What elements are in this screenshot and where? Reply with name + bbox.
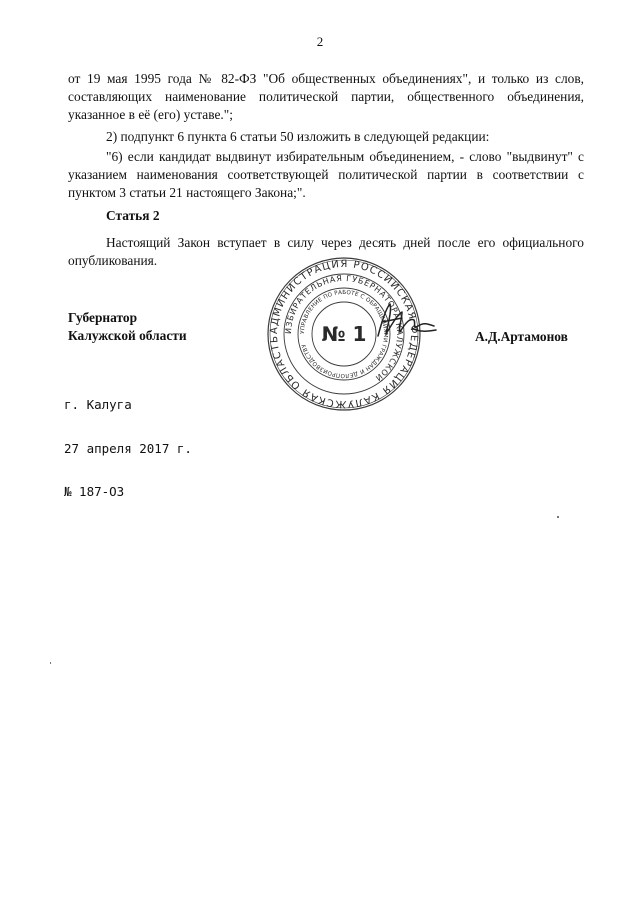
signer-title-line2: Калужской области (68, 328, 187, 343)
seal-center-number: № 1 (321, 322, 367, 346)
place-city: г. Калуга (64, 397, 132, 412)
paragraph-text: 2) подпункт 6 пункта 6 статьи 50 изложить в следующей редакции: (106, 129, 490, 144)
paragraph-text: Настоящий Закон вступает в силу через десять дней после его официального опубликования. (68, 235, 584, 268)
scan-speck (50, 662, 51, 664)
signer-name: А.Д.Артамонов (475, 329, 568, 344)
article-heading: Статья 2 (106, 208, 160, 223)
seal-outer-text: АДМИНИСТРАЦИЯ РОССИЙСКАЯ ФЕДЕРАЦИЯ КАЛУЖСКАЯ ОБЛАСТЬ (268, 258, 420, 410)
signer-title-line1: Губернатор (68, 310, 138, 325)
signer-title (68, 309, 187, 345)
paragraph-text: "6) если кандидат выдвинут избирательным объединением, - слово "выдвинут" с указанием наименования соответствующей политической партии в соответствии с пунктом 3 статьи 21 настоящего Закона;". (68, 149, 584, 200)
law-number: № 187-ОЗ (64, 484, 125, 499)
page-number: 2 (316, 34, 324, 49)
paragraph-item-2 (68, 128, 584, 146)
paragraph-quoted-subitem (68, 148, 584, 202)
scan-speck (557, 516, 559, 518)
seal-middle-text: ИЗБИРАТЕЛЬНАЯ ГУБЕРНАТОРА КАЛУЖСКОЙ (283, 273, 405, 383)
document-date: 27 апреля 2017 г. (64, 440, 192, 456)
paragraph-continuation (68, 70, 584, 124)
seal-inner-text: УПРАВЛЕНИЕ ПО РАБОТЕ С ОБРАЩЕНИЯМИ ГРАЖДАН И ДЕЛОПРОИЗВОДСТВУ (299, 289, 389, 379)
paragraph-text: от 19 мая 1995 года № 82-ФЗ "Об общественных объединениях", и только из слов, составляющих наименование политической партии, общественного объединения, указанное в её (его) уставе."; (68, 71, 584, 122)
place-date-block (64, 369, 192, 529)
handwritten-signature (372, 296, 442, 346)
